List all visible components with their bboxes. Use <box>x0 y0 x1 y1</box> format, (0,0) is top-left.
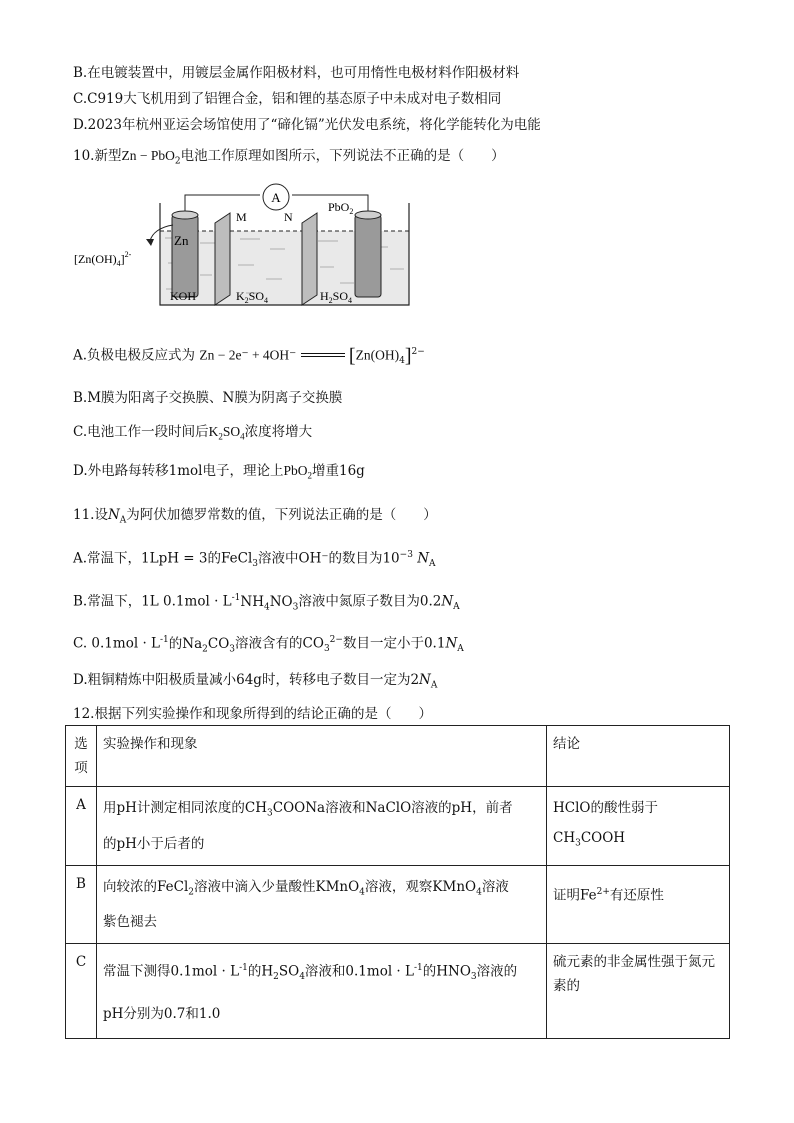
zn-electrode <box>172 215 198 297</box>
row-option: B <box>66 865 97 944</box>
row-option: C <box>66 944 97 1038</box>
q10-option-b: B.M膜为阳离子交换膜、N膜为阴离子交换膜 <box>73 390 343 406</box>
experiment-table <box>65 725 730 1039</box>
row-conclusion: 硫元素的非金属性强于氮元素的 <box>547 944 730 1038</box>
membrane-m <box>215 213 230 305</box>
svg-text:M: M <box>236 210 247 224</box>
q9-option-d: D.2023年杭州亚运会场馆使用了“碲化镉”光伏发电系统，将化学能转化为电能 <box>73 117 541 133</box>
table-header-row <box>66 726 730 787</box>
svg-text:[Zn(OH)4]2-: $[Zn(OH)_4]^{2-}$ <box>74 250 132 268</box>
q9-option-b: B.在电镀装置中，用镀层金属作阳极材料，也可用惰性电极材料作阳极材料 <box>73 65 520 81</box>
pbo2-electrode <box>355 215 381 297</box>
q10-option-c: C.电池工作一段时间后$K_2SO_4$浓度将增大 <box>73 424 313 442</box>
header-option: 选项 <box>66 726 97 787</box>
row-conclusion: 证明$Fe^{2+}$有还原性 <box>547 865 730 944</box>
svg-text:A: A <box>271 190 281 205</box>
table-row <box>66 944 730 1038</box>
q11-option-d: D.粗铜精炼中阳极质量减小64g时，转移电子数目一定为$2N_A$ <box>73 672 438 691</box>
q9-option-c: C.C919大飞机用到了铝锂合金，铝和锂的基态原子中未成对电子数相同 <box>73 91 502 107</box>
q11-stem: 11.设$N_A$为阿伏加德罗常数的值，下列说法正确的是（ ） <box>73 507 437 526</box>
q12-stem: 12.根据下列实验操作和现象所得到的结论正确的是（ ） <box>73 706 432 722</box>
row-operation: 常温下测得$0.1mol \cdot L^{-1}$的$H_2SO_4$溶液和$0.1mol \cdot L^{-1}$的$HNO_3$溶液的 pH分别为0.7和1.0 <box>97 944 547 1038</box>
row-operation: 向较浓的FeCl$_2$溶液中滴入少量酸性KMnO$_4$溶液，观察KMnO$_4$溶液 紫色褪去 <box>97 865 547 944</box>
q11-option-b: B.常温下，1L $0.1mol \cdot L^{-1}NH_4NO_3$溶液中氮原子数目为$0.2N_A$ <box>73 593 460 613</box>
q10-option-a: A.负极电极反应式为 Zn − 2e⁻ + 4OH⁻ $[Zn(OH)_4]^{2-}$ <box>73 345 425 367</box>
svg-text:Zn: Zn <box>174 233 189 248</box>
row-conclusion: HClO的酸性弱于 $CH_3COOH$ <box>547 787 730 866</box>
svg-text:PbO2: PbO$_2$ <box>328 200 354 216</box>
table-row <box>66 865 730 944</box>
q11-option-c: C. $0.1mol \cdot L^{-1}$的$Na_2CO_3$溶液含有的$CO_3^{2-}$数目一定小于$0.1N_A$ <box>73 635 464 655</box>
header-operation: 实验操作和现象 <box>97 726 547 787</box>
row-operation: 用pH计测定相同浓度的$CH_3COONa$溶液和NaClO溶液的pH，前者 的pH小于后者的 <box>97 787 547 866</box>
membrane-n <box>302 213 317 305</box>
header-conclusion: 结论 <box>547 726 730 787</box>
q10-stem: 10.新型Zn − PbO$_2$电池工作原理如图所示，下列说法不正确的是（ ） <box>73 148 505 167</box>
svg-text:K2SO4: $K_2SO_4$ <box>236 289 269 305</box>
svg-text:KOH: KOH <box>170 289 196 303</box>
battery-diagram <box>70 183 410 315</box>
svg-text:H2SO4: $H_2SO_4$ <box>320 289 353 305</box>
row-option: A <box>66 787 97 866</box>
q10-option-d: D.外电路每转移1mol电子，理论上PbO$_2$增重16g <box>73 463 365 481</box>
q11-option-a: A.常温下，1LpH = 3的FeCl$_3$溶液中OH⁻的数目为$10^{-3}$ $N_A$ <box>73 550 436 570</box>
svg-text:N: N <box>284 210 293 224</box>
table-row <box>66 787 730 866</box>
